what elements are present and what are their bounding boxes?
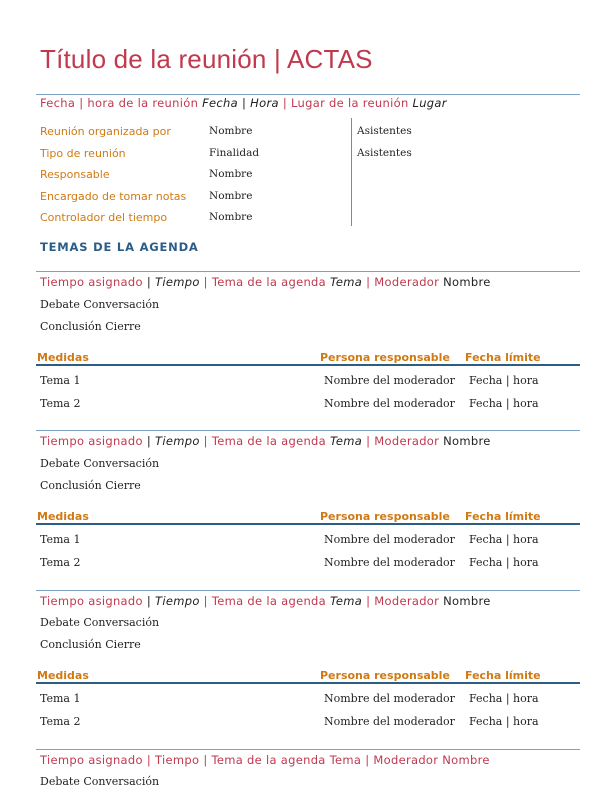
moderador-label: Moderador [374, 594, 440, 608]
agenda-heading: TEMAS DE LA AGENDA [40, 240, 199, 254]
responsible-header: Persona responsable [320, 669, 450, 682]
conclusion-text: Conclusión Cierre [40, 479, 141, 492]
attendees-value: Asistentes [357, 147, 412, 159]
tema-value: Tema [329, 594, 363, 608]
measures-rule [36, 523, 580, 525]
agenda-item-row [40, 275, 491, 289]
moderador-value: Nombre [443, 594, 491, 608]
measure-item: Tema 1 [40, 374, 81, 387]
separator: | [365, 753, 370, 767]
deadline-header: Fecha límite [465, 351, 541, 364]
separator: | [366, 594, 371, 608]
agenda-item-row [40, 594, 491, 608]
separator: | [203, 594, 208, 608]
tiempo-label: Tiempo asignado [40, 753, 143, 767]
measure-person: Nombre del moderador [324, 397, 455, 410]
agenda-rule [36, 590, 580, 591]
separator: | [203, 275, 208, 289]
tiempo-value: Tiempo [155, 434, 200, 448]
measures-rule [36, 364, 580, 366]
debate-text: Debate Conversación [40, 616, 160, 629]
agenda-rule [36, 271, 580, 272]
measure-item: Tema 2 [40, 556, 81, 569]
measures-header: Medidas [37, 351, 89, 364]
separator: | [146, 275, 152, 289]
moderador-value: Nombre [443, 275, 491, 289]
conclusion-text: Conclusión Cierre [40, 320, 141, 333]
attendees-value: Asistentes [357, 125, 412, 137]
tiempo-label: Tiempo asignado [40, 594, 143, 608]
measure-person: Nombre del moderador [324, 374, 455, 387]
tema-value: Tema [329, 275, 363, 289]
measure-item: Tema 2 [40, 397, 81, 410]
debate-text: Debate Conversación [40, 457, 160, 470]
measure-person: Nombre del moderador [324, 533, 455, 546]
measures-header: Medidas [37, 510, 89, 523]
deadline-header: Fecha límite [465, 510, 541, 523]
separator: | [366, 275, 371, 289]
measure-date: Fecha | hora [469, 692, 539, 705]
attendees-divider [351, 118, 352, 226]
separator: | [241, 96, 247, 110]
hora-label: hora de la reunión [87, 96, 199, 110]
responsible-header: Persona responsable [320, 510, 450, 523]
separator: | [203, 753, 208, 767]
hora-value: Hora [250, 96, 279, 110]
measure-date: Fecha | hora [469, 715, 539, 728]
moderador-label: Moderador [374, 275, 440, 289]
measure-item: Tema 2 [40, 715, 81, 728]
moderador-value: Nombre [443, 434, 491, 448]
conclusion-text: Conclusión Cierre [40, 638, 141, 651]
agenda-rule [36, 749, 580, 750]
page-title: Título de la reunión | ACTAS [40, 44, 373, 74]
measures-rule [36, 682, 580, 684]
header-rule [36, 94, 580, 95]
tiempo-label: Tiempo asignado [40, 275, 143, 289]
note-taker-label: Encargado de tomar notas [40, 190, 187, 203]
meeting-type-value: Finalidad [209, 147, 260, 159]
organizer-label: Reunión organizada por [40, 125, 171, 138]
measure-item: Tema 1 [40, 692, 81, 705]
tema-label: Tema de la agenda [211, 434, 326, 448]
measure-date: Fecha | hora [469, 374, 539, 387]
measure-item: Tema 1 [40, 533, 81, 546]
responsible-label: Responsable [40, 168, 110, 181]
timekeeper-label: Controlador del tiempo [40, 211, 168, 224]
measure-person: Nombre del moderador [324, 715, 455, 728]
separator: | [146, 594, 152, 608]
tema-label: Tema de la agenda [211, 753, 326, 767]
tema-label: Tema de la agenda [211, 275, 326, 289]
separator: | [79, 96, 84, 110]
agenda-item-row [40, 753, 490, 767]
separator: | [282, 96, 288, 110]
debate-text: Debate Conversación [40, 298, 160, 311]
tema-label: Tema de la agenda [211, 594, 326, 608]
fecha-label: Fecha [40, 96, 76, 110]
measures-header: Medidas [37, 669, 89, 682]
tiempo-value: Tiempo [155, 275, 200, 289]
moderador-value: Nombre [442, 753, 490, 767]
fecha-value: Fecha [202, 96, 238, 110]
measure-person: Nombre del moderador [324, 556, 455, 569]
measure-date: Fecha | hora [469, 397, 539, 410]
separator: | [146, 753, 152, 767]
tiempo-label: Tiempo asignado [40, 434, 143, 448]
tema-value: Tema [329, 753, 362, 767]
organizer-value: Nombre [209, 125, 253, 137]
agenda-rule [36, 430, 580, 431]
note-taker-value: Nombre [209, 190, 253, 202]
separator: | [203, 434, 208, 448]
responsible-header: Persona responsable [320, 351, 450, 364]
tiempo-value: Tiempo [155, 594, 200, 608]
lugar-value: Lugar [412, 96, 447, 110]
separator: | [146, 434, 152, 448]
meeting-header-row [40, 96, 447, 110]
meeting-type-label: Tipo de reunión [40, 147, 126, 160]
measure-person: Nombre del moderador [324, 692, 455, 705]
moderador-label: Moderador [374, 434, 440, 448]
measure-date: Fecha | hora [469, 556, 539, 569]
lugar-label: Lugar de la reunión [291, 96, 409, 110]
debate-text: Debate Conversación [40, 775, 160, 788]
timekeeper-value: Nombre [209, 211, 253, 223]
separator: | [366, 434, 371, 448]
deadline-header: Fecha límite [465, 669, 541, 682]
tema-value: Tema [329, 434, 363, 448]
responsible-value: Nombre [209, 168, 253, 180]
tiempo-value: Tiempo [155, 753, 200, 767]
agenda-item-row [40, 434, 491, 448]
measure-date: Fecha | hora [469, 533, 539, 546]
moderador-label: Moderador [373, 753, 439, 767]
